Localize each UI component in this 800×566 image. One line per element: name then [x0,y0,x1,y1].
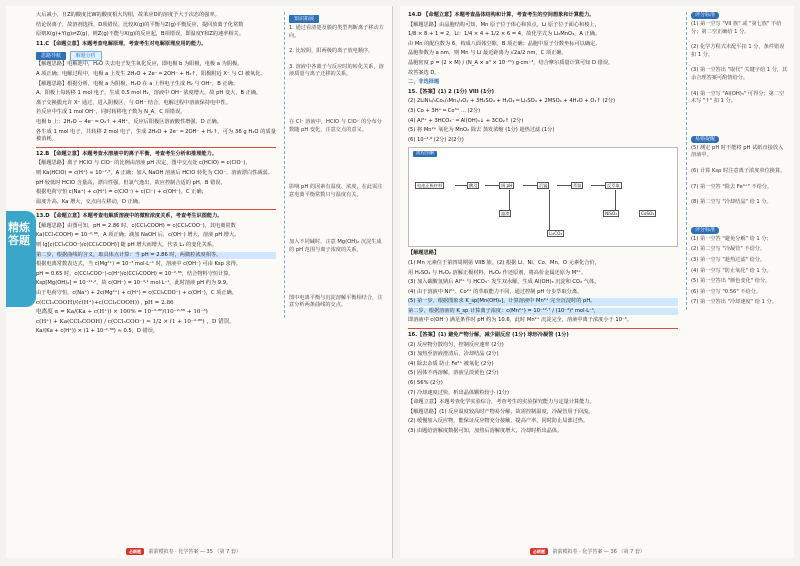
warning-note: (8) 第二空写 "冷却结晶" 给 1 分。 [691,199,772,206]
thinking-tag: 思路导航 [36,52,66,60]
text-line: 温度升高，Ka 增大，交点向左移动，D 正确。 [36,198,144,205]
text-line: (4) Al³⁺ + 3HCO₃⁻ ═ Al(OH)₃↓ + 3CO₂↑ (2分) [408,117,524,124]
question-16-heading: 16.【答案】(1) 避免产物分解，减少副反应 (1分) 球形冷凝管 (1分) [408,332,569,339]
text-line: 由 Mn 的配位数为 6，构成八面体空隙，B 项正确；晶胞中原子分数坐标可以确定。 [408,40,601,47]
side-note: 图中电离平衡与沉淀溶解平衡相结合，注意分析两条曲线的交点。 [289,294,383,309]
text-line: 则 lg[c(CCl₃COO⁻)/c(CCl₃COOH)] 随 pH 增大而增大，代表 L₁ 的变化关系。 [36,242,218,249]
flow-node: 萃取 [573,183,582,189]
text-line: (5) 固体不再溶解，溶液呈淡黄色 (2分) [408,370,499,377]
text-line: (3) 加入碳酸氢钠后 Al³⁺ 与 HCO₃⁻ 发生双水解，生成 Al(OH)₃ 沉淀和 CO₂ 气体。 [408,279,600,286]
scoring-note: (3) 第一空写 "趁热过滤" 给分。 [691,256,766,263]
text-line: 【解题思路】由图可知，pH = 2.86 时，c(CCl₃COOH) = c(CCl₃COO⁻)，其电离常数 [36,222,236,229]
section-title: 二、非选择题 [408,79,440,86]
text-line: 根据电离常数表达式，当 c(Mg²⁺) = 10⁻³ mol·L⁻¹ 时，溶液中 c(OH⁻) 可由 Ksp 求得。 [36,261,242,268]
right-footer [530,546,645,558]
scoring-note: (5) 第一空答出 "颜色变化" 给分。 [691,278,771,285]
text-line: 若反应中生成 1 mol OH⁻，同时转移电子数为 N_A，C 项错误。 [36,109,186,116]
scoring-note: (4) 第一空写 "Al(OH)₃" 可得分；第二空未写 "↑" 扣 1 分。 [691,90,785,105]
flow-arrow [509,190,510,210]
flow-node: CoSO₄ [641,211,655,217]
scoring-note: (7) 第一空答出 "冷却速度" 给 1 分。 [691,299,777,306]
text-line: (2) 缓慢加入反应物，能保证反应物充分接触，提高产率，同时防止局部过热。 [408,418,589,425]
scoring-tag: 评分标准 [691,227,719,234]
divider [36,209,276,210]
text-line: Ka/(Ka + c(H⁺)) × (1 + 10⁻²·⁸⁶) ≈ 0.5，D 错误。 [36,328,159,335]
analysis-heading: 【解题思路】 [408,250,440,257]
spine-label: 精炼答题 [6,211,36,307]
publisher-logo: 必刷题 [530,548,548,555]
left-main-column [36,12,276,338]
scoring-note: (2) 第二空写 "冷凝管" 不给分。 [691,246,766,253]
warning-note: (7) 第一空答 "除去 Fe³⁺" 不给分。 [691,183,773,190]
text-line: 大后减小，且Z的酸度比W的酸度相大均相，故苯应D的溶度予大于次态的强率。 [36,12,220,18]
flow-node: 调 pH [501,183,513,189]
flow-node: 滤渣 [501,211,510,217]
text-line: 晶胞参数为 a nm，则 Mn 与 Li 最近距离为 √2a/2 nm，C 项正确。 [408,50,567,57]
flow-node: 电池正极材料 [417,183,443,189]
text-line: 【解题思路】由晶胞结构可知，Mn 原子位于体心和顶点，Li 原子位于面心和棱上， [408,21,600,28]
highlighted-line: 第二步，根据曲线的含义，取具体点计算：当 pH = 2.86 时，两微粒浓度相等。 [36,252,276,260]
question-11-heading: 11.C 【命题立意】本题考查电解原理，考查考生对电解原理应用的能力。 [36,40,207,47]
flow-arrow [591,185,605,186]
right-page [400,6,794,558]
flow-arrow [615,190,616,210]
text-line: 【解题思路】电解池中，H₂O 失去电子发生氧化反应，即电极 b 为阳极，电极 a 为阴极。 [36,61,243,68]
question-14-heading: 14.D 【命题立意】本题考查晶体结构和计算，考查考生的空间想象和计算能力。 [408,12,595,18]
text-line: (3) 由题给溶解度数据可知，加热后溶解度增大，冷却时析出晶体。 [408,428,563,434]
text-line: 即溶液中 c(OH⁻) 满足条件时 pH 约为 10.6，此时 Mn²⁺ 沉淀完全，溶液中离子浓度小于 10⁻⁵。 [408,317,632,324]
text-line: 结论误离子，故溶剂选择，D项错误。比较X(g)的平衡与Z(g)平衡反应，提回放离子化常数 [36,21,244,28]
divider [36,147,276,148]
text-line: 离子交换膜允许 X⁻ 通过，进入阴极区，与 OH⁻ 结合，电解过程中溶液保持电中性。 [36,99,231,106]
highlighted-line: 第二步，根据溶液的 K_sp 计算离子浓度：c(Mn²⁺) = 10⁻¹²·⁷ / (10⁻⁴)² mol·L⁻¹， [408,308,678,316]
scoring-note: (4) 第一空写 "防止氧化" 给 1 分。 [691,267,772,274]
text-line: 【解题思路】(1) 反应温度较高时产物易分解，故需控制温度，冷凝管用于回流。 [408,408,594,415]
text-line: 各生成 1 mol 电子，共转移 2 mol 电子，生成 2H₂O + 2e⁻ ═ 2OH⁻ + H₂↑，可为 36 g H₂O 的质量被消耗。 [36,128,276,143]
flow-arrow [549,190,550,230]
text-line: 故答案选 D。 [408,69,440,76]
left-page [6,6,392,558]
formula-line: 电离度 α = Ka/(Ka + c(H⁺)) × 100% = 10⁻²·⁸⁶/(10⁻²·⁸⁶ + 10⁻³) [36,309,208,316]
left-side-notes [284,12,386,318]
side-note: 在 Cl⁻ 溶液中，HClO 与 ClO⁻ 的分布分数随 pH 变化，注意交点的意义。 [289,118,382,133]
side-note: 3. 溶液中各离子与反应时的转化关系，溶液质量与离子迁移的关系。 [289,63,384,78]
text-line: Ka(CCl₃COOH) = 10⁻²·⁸⁶，A 项正确；滴加 NaOH 后，c(OH⁻) 增大，溶液 pH 增大。 [36,232,240,239]
text-line: 【命题立意】本题考查化学实验综合，考查考生的实验探究能力与定量计算能力。 [408,399,595,406]
warning-tag: 易错提醒 [691,136,719,143]
flow-arrow [455,185,467,186]
text-line: 电极 b 上：2H₂O − 4e⁻ ═ O₂↑ + 4H⁺，反应后阳极区溶液酸性增强，D 正确。 [36,118,222,125]
diagram-title: 流程图解 [413,151,437,157]
text-line: A、阳极上每转移 1 mol 电子，生成 0.5 mol H₂，溶液中 OH⁻ 浓度增大，故 pH 变大，B 正确。 [36,90,262,97]
formula-line: c(H⁺) + Ka(CCl₃COOH) / c(CCl₃COO⁻) ≈ 1/2 × (1 + 10⁻²·⁸⁶) ，D 错误。 [36,318,235,325]
text-line: (7) 冷却速度过快，析出晶体颗粒较小 (1分) [408,389,509,396]
right-main-column [408,12,678,438]
flow-node: 反萃取 [607,183,620,189]
text-line: 由于电荷守恒，c(Na⁺) + 2c(Mg²⁺) + c(H⁺) = c(CCl₃COO⁻) + c(OH⁻)，C 项正确。 [36,290,237,297]
flow-arrow [485,185,499,186]
text-line: 【解题思路】根据分析，电极 a 为阴极，H₂O 在 a 上得电子生成 H₂ 与 OH⁻，B 正确； [36,80,238,87]
flow-arrow [523,185,537,186]
text-line: (1) Mn 元素位于第四周期第 VIIB 族。(2) 根据 Li、Ni、Co、Mn、O 元素化合价， [408,259,600,266]
question-12-heading: 12.B 【命题立意】本题考查水溶液中的离子平衡，考查考生分析和推理能力。 [36,150,217,157]
tip-tag: 知识拓展 [289,15,319,23]
highlighted-line: (5) 第一步，根据图象求 K_sp[Mn(OH)₂]，计算溶液中 Mn²⁺ 完全沉淀时的 pH。 [408,298,678,306]
text-line: 【解题思路】离子 HClO 与 ClO⁻ 的比例由溶液 pH 决定，图中交点处 c(HClO) = c(ClO⁻)， [36,160,251,167]
scoring-note: (1) 第一空写 "VII 族" 或 "第七族" 不给分；第二空正确给 1 分。 [691,21,782,35]
text-line: (2) 反应物分散均匀，控制反应速率 (2分) [408,341,504,348]
text-line: (6) 56% (2分) [408,380,443,387]
text-line: (3) Co + 3H⁺ ═ Co³⁺ ... (2分) [408,107,481,114]
text-line: 晶胞密度 ρ = (2 × M) / (N_A × a³ × 10⁻²¹) g·cm⁻³，结合摩尔质量计算可知 D 错误。 [408,59,614,66]
page-number: 箭箭模拟卷 · 化学答案 — 36 （第 7 套） [552,549,645,555]
text-line: 1/8 × 8 + 1 = 2，Li：1/4 × 4 + 1/2 × 6 = 4，故化学式为 Li₂MnO₃，A 正确。 [408,31,601,38]
text-line: (4) 由于溶液中 Ni²⁺、Co²⁺ 的萃取能力不同，通过控制 pH 分步萃取分离。 [408,288,583,295]
scoring-note: (3) 第一空答出 "取代" 关键字给 1 分，其余合理答案可酌情给分。 [691,67,788,81]
flow-node: NiSO₄ [605,211,617,217]
side-note: 影响 pH 的因素有温度、浓度，在此需注意电离平衡常数只与温度有关。 [289,184,383,198]
scoring-tag: 评分标准 [691,12,719,19]
text-line: (6) 10⁻²·⁶ (2分) 2(2分) [408,136,464,143]
thinking-tag-bar [36,51,276,59]
formula-line: c(CCl₃COOH)/(c(H⁺)+c(CCl₃COOH)) , pH = 2.86 [36,299,174,306]
left-footer [126,546,241,558]
question-13-heading: 13.D 【命题立意】本题考查电解质溶液中的微粒浓度关系，考查考生识图能力。 [36,213,223,220]
warning-note: (6) 计算 Ksp 时注意离子浓度单位换算。 [691,167,786,174]
text-line: pH 较低时 HClO 含量高，漂白性强，但氯气逸出，故应控制合适的 pH，B 错误。 [36,179,226,186]
side-note: 1. 通过看清楚及膜的类型判断离子移动方向。 [289,25,384,39]
page-number: 箭箭模拟卷 · 化学答案 — 35 （第 7 套） [148,549,241,555]
process-flow-diagram [408,147,678,247]
side-note: 2. 比较阴、阳两极的离子放电顺序。 [289,48,374,55]
text-line: pH = 0.65 时，c(CCl₃COO⁻)·c(H⁺)/c(CCl₃COOH) = 10⁻²·⁸⁶，结合物料守恒计算。 [36,270,234,277]
warning-note: (5) 测定 pH 时不能将 pH 试纸直接放入溶液中。 [691,144,784,159]
scoring-note: (6) 第一空写 "0.56" 不给分。 [691,288,762,295]
text-line: 根据电荷守恒 c(Na⁺) + c(H⁺) = c(ClO⁻) + c(Cl⁻) + c(OH⁻)，C 正确； [36,189,207,196]
flow-node: 酸浸 [469,183,478,189]
text-line: A 项正确；电解过程中，电极 a 上发生 2H₂O + 2e⁻ ═ 2OH⁻ + H₂↑，阳极附近 X⁻ 与 Cl 被氧化。 [36,70,266,77]
scoring-note: (2) 化学方程式未配平扣 1 分，条件错误扣 1 分。 [691,44,785,58]
text-line: Ksp[Mg(OH)₂] = 10⁻¹¹·²，故 c(OH⁻) = 10⁻⁴·¹ mol·L⁻¹，此时溶液 pH 约为 9.9。 [36,280,232,287]
flow-node: 沉锰 [539,183,548,189]
text-line: (5) 将 Mn²⁺ 氧化为 MnO₂ 除去 蒸发浓缩 (1分) 趁热过滤 (1分) [408,127,555,134]
text-line: 则 Ka(HClO) = c(H⁺) ≈ 10⁻⁷·⁵，A 正确；加入 NaOH 溶液后 HClO 转化为 ClO⁻，溶液漂白性减弱。 [36,169,273,176]
divider [408,328,678,329]
analysis-tag: 解题分析 [70,51,102,61]
text-line: (4) 除去杂质 防止 Fe²⁺ 被氧化 (2分) [408,360,494,367]
side-note: 加入不同碱时，注意 Mg(OH)₂ 沉淀生成的 pH 范围与离子浓度的关系。 [289,239,382,253]
question-15-heading: 15.【答案】(1) 2 (1分) VIII (1分) [408,88,495,95]
text-line: 原则X(g)+Y(g)⇌Z(g)，则Z(g)不能与X(g)的反应起，B项错误，即温度Y和Z的速率相关。 [36,31,244,38]
text-line: 用 H₂SO₄ 与 H₂O₂ 溶解正极材料，H₂O₂ 作还原剂，将高价金属还原为 M²⁺。 [408,269,587,276]
text-line: (3) 加热至溶液澄清后，冷却结晶 (2分) [408,351,499,358]
text-line: (2) 2LiNi₁/₃Co₁/₃Mn₁/₃O₂ + 3H₂SO₄ + H₂O₂ ═ Li₂SO₄ + 2MSO₄ + 4H₂O + O₂↑ (2分) [408,98,616,105]
right-side-panel [686,12,788,310]
publisher-logo: 必刷题 [126,548,144,555]
flow-node: Li₂CO₃ [549,231,563,237]
flow-arrow [557,185,571,186]
scoring-note: (1) 第一空答 "避免分解" 给 1 分； [691,235,772,242]
